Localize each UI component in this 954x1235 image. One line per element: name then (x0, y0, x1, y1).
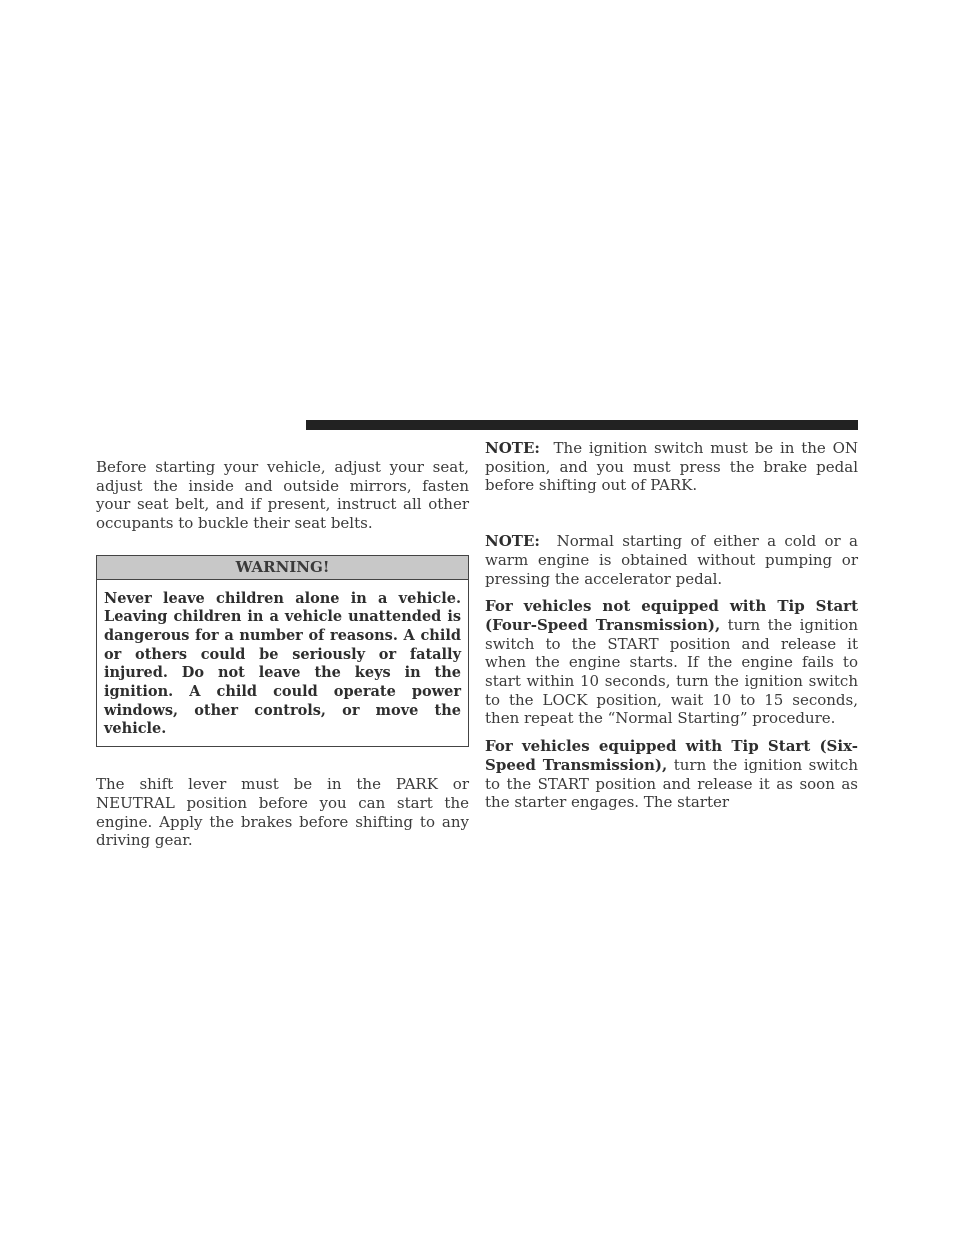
left-column (96, 458, 469, 850)
warning-box (96, 555, 469, 747)
six-speed-label: For vehicles equipped with Tip Start (Six-Speed Transmission), (485, 737, 858, 774)
note-label: NOTE: (485, 532, 540, 551)
note-normal-starting (485, 532, 858, 588)
intro-paragraph: Before starting your vehicle, adjust your seat, adjust the inside and outside mirrors, fasten your seat belt, and if present, instruct all other occupants to buckle their seat belts. (96, 458, 469, 533)
warning-title: WARNING! (97, 556, 468, 580)
four-speed-label: For vehicles not equipped with Tip Start (Four-Speed Transmission), (485, 597, 858, 634)
note-text: Normal starting of either a cold or a warm engine is obtained without pumping or pressing the accelerator pedal. (485, 532, 858, 588)
warning-text: Never leave children alone in a vehicle. Leaving children in a vehicle unattended is dangerous for a number of reasons. A child or others could be seriously or fatally injured. Do not leave the keys in the ignition. A child could operate power windows, other controls, or move the vehicle. (104, 589, 461, 738)
six-speed-paragraph (485, 737, 858, 812)
right-column (485, 439, 858, 812)
section-header-bar (306, 420, 858, 430)
note-text: The ignition switch must be in the ON position, and you must press the brake pedal before shifting out of PARK. (485, 439, 858, 495)
note-label: NOTE: (485, 439, 540, 457)
shift-lever-paragraph: The shift lever must be in the PARK or NEUTRAL position before you can start the engine. Apply the brakes before shifting to any driving gear. (96, 775, 469, 850)
four-speed-text: turn the ignition switch to the START position and release it when the engine starts. If the engine fails to start within 10 seconds, turn the ignition switch to the LOCK position, wait 10 to 15 seconds, then repeat the “Normal Starting” procedure. (485, 615, 859, 728)
six-speed-text: turn the ignition switch to the START position and release it as soon as the starter engages. The starter (485, 755, 858, 812)
note-ignition-on (485, 439, 858, 495)
four-speed-paragraph (485, 597, 858, 728)
